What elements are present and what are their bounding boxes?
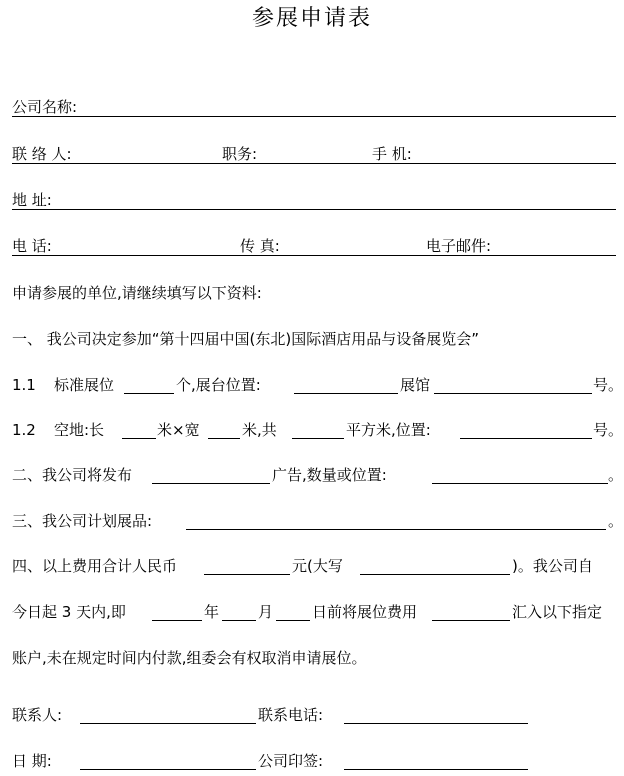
standard-booth-count-field[interactable] (124, 393, 174, 394)
address-field[interactable] (12, 209, 616, 210)
booth-fee-field[interactable] (432, 620, 510, 621)
item-1-1-unit: 个,展台位置: (176, 376, 261, 394)
date-field[interactable] (80, 769, 256, 770)
hall-label: 展馆 (400, 376, 431, 394)
date-label: 日 期: (12, 752, 52, 770)
item-1-1-end: 号。 (593, 376, 624, 394)
ad-quantity-field[interactable] (432, 483, 608, 484)
item-two-end: 。 (608, 466, 624, 484)
month-label: 月 (258, 603, 274, 621)
contact-person-footer-label: 联系人: (12, 706, 63, 724)
day-label: 日前将展位费用 (312, 603, 418, 621)
contact-row-field[interactable] (12, 163, 616, 164)
item-four-line2-prefix: 今日起 3 天内,即 (12, 603, 126, 621)
item-1-2-mid1: 米×宽 (157, 421, 200, 439)
item-four-line2-end: 汇入以下指定 (512, 603, 603, 621)
company-seal-label: 公司印签: (258, 752, 324, 770)
email-label: 电子邮件: (426, 237, 492, 255)
item-four-mid1: 元(大写 (292, 557, 343, 575)
item-three-prefix: 三、我公司计划展品: (12, 512, 153, 530)
advertisement-field[interactable] (152, 483, 270, 484)
address-label: 地 址: (12, 191, 52, 209)
item-four-line3: 账户,未在规定时间内付款,组委会有权取消申请展位。 (12, 649, 367, 667)
contact-person-label: 联 络 人: (12, 145, 72, 163)
phone-row-field[interactable] (12, 255, 616, 256)
item-two-mid: 广告,数量或位置: (272, 466, 387, 484)
item-1-2-mid3: 平方米,位置: (346, 421, 431, 439)
year-field[interactable] (152, 620, 202, 621)
amount-in-words-field[interactable] (360, 574, 510, 575)
year-label: 年 (204, 603, 220, 621)
item-1-1-number: 1.1 (12, 376, 36, 394)
area-field[interactable] (292, 438, 344, 439)
item-one-text: 一、 我公司决定参加“第十四届中国(东北)国际酒店用品与设备展览会” (12, 330, 480, 348)
item-1-2-mid2: 米,共 (242, 421, 277, 439)
planned-exhibits-field[interactable] (186, 529, 606, 530)
phone-label: 电 话: (12, 237, 52, 255)
company-name-field[interactable] (12, 116, 616, 117)
mobile-label: 手 机: (372, 145, 412, 163)
position-label: 职务: (222, 145, 258, 163)
intro-text: 申请参展的单位,请继续填写以下资料: (12, 284, 262, 302)
contact-phone-field[interactable] (344, 723, 528, 724)
total-amount-field[interactable] (204, 574, 290, 575)
company-seal-field[interactable] (344, 769, 528, 770)
width-field[interactable] (208, 438, 240, 439)
month-field[interactable] (222, 620, 256, 621)
item-three-end: 。 (608, 512, 624, 530)
length-field[interactable] (122, 438, 156, 439)
space-location-field[interactable] (460, 438, 592, 439)
item-1-2-number: 1.2 (12, 421, 36, 439)
contact-phone-label: 联系电话: (258, 706, 324, 724)
item-four-mid2: )。我公司自 (512, 557, 593, 575)
item-two-prefix: 二、我公司将发布 (12, 466, 133, 484)
item-1-2-label: 空地:长 (54, 421, 105, 439)
day-field[interactable] (276, 620, 310, 621)
contact-person-footer-field[interactable] (80, 723, 256, 724)
item-1-1-label: 标准展位 (54, 376, 115, 394)
company-name-label: 公司名称: (12, 98, 78, 116)
form-title: 参展申请表 (251, 6, 372, 31)
fax-label: 传 真: (240, 237, 280, 255)
item-four-prefix: 四、以上费用合计人民币 (12, 557, 178, 575)
hall-number-field[interactable] (434, 393, 592, 394)
item-1-2-end: 号。 (593, 421, 624, 439)
booth-location-field[interactable] (294, 393, 398, 394)
